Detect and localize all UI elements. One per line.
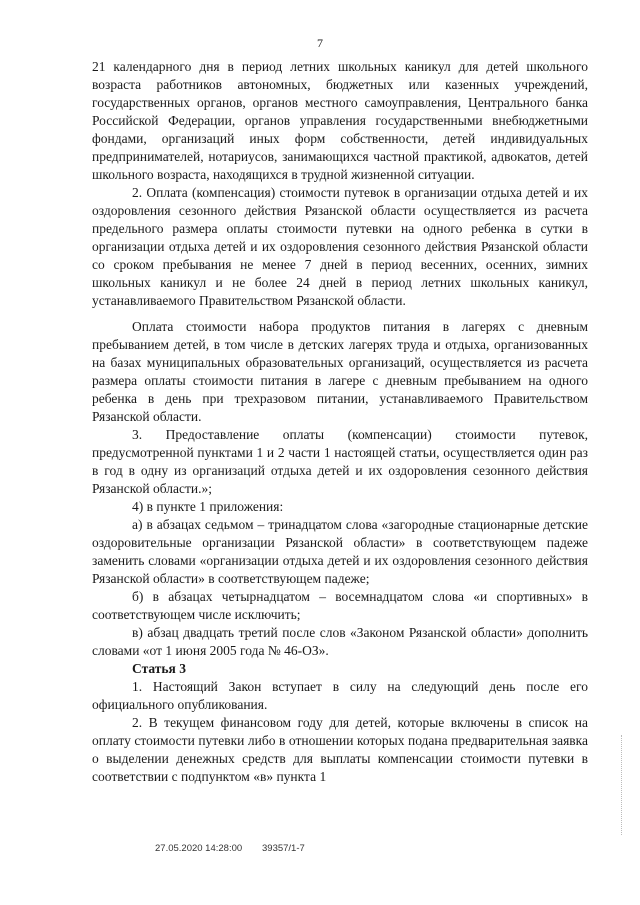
paragraph: б) в абзацах четырнадцатом – восемнадцатом слова «и спортивных» в соответствующем числе исключить; bbox=[92, 589, 588, 622]
footer-registration-number: 39357/1-7 bbox=[262, 843, 305, 854]
margin-mark bbox=[621, 735, 622, 835]
paragraph: 4) в пункте 1 приложения: bbox=[132, 499, 284, 514]
paragraph: 1. Настоящий Закон вступает в силу на следующий день после его официального опубликования. bbox=[92, 679, 588, 712]
paragraph: в) абзац двадцать третий после слов «Законом Рязанской области» дополнить словами «от 1 июня 2005 года № 46-ОЗ». bbox=[92, 625, 588, 658]
paragraph: 21 календарного дня в период летних школьных каникул для детей школьного возраста работников автономных, бюджетных или казенных учреждений, государственных органов, органов местного самоуправления, Центрального банка Российской Федерации, органов управления государственными внебюджетными фондами, организаций иных форм собственности, детей индивидуальных предпринимателей, нотариусов, занимающихся частной практикой, адвокатов, детей школьного возраста, находящихся в трудной жизненной ситуации. bbox=[92, 59, 588, 182]
paragraph: а) в абзацах седьмом – тринадцатом слова «загородные стационарные детские оздоровительные организации Рязанской области» в соответствующем падеже заменить словами «организации отдыха детей и их оздоровления сезонного действия Рязанской области» в соответствующем падеже; bbox=[92, 517, 588, 586]
paragraph: 3. Предоставление оплаты (компенсации) стоимости путевок, предусмотренной пунктами 1 и 2 части 1 настоящей статьи, осуществляется один раз в год в одну из организаций отдыха детей и их оздоровления сезонного действия Рязанской области.»; bbox=[92, 427, 588, 496]
footer-timestamp: 27.05.2020 14:28:00 bbox=[155, 843, 243, 854]
paragraph: Оплата стоимости набора продуктов питания в лагерях с дневным пребыванием детей, в том числе в детских лагерях труда и отдыха, организованных на базах муниципальных образовательных организаций, осуществляется из расчета размера оплаты стоимости питания в лагере с дневным пребыванием на одного ребенка в день при трехразовом питании, устанавливаемого Правительством Рязанской области. bbox=[92, 319, 588, 424]
paragraph: 2. Оплата (компенсация) стоимости путевок в организации отдыха детей и их оздоровления сезонного действия Рязанской области осуществляется из расчета предельного размера оплаты стоимости путевки на одного ребенка в сутки в организации отдыха детей и их оздоровления сезонного действия Рязанской области со сроком пребывания не менее 7 дней в период весенних, осенних, зимних школьных каникул и не более 24 дней в период летних школьных каникул, устанавливаемого Правительством Рязанской области. bbox=[92, 185, 588, 308]
document-body bbox=[92, 58, 588, 786]
page-number: 7 bbox=[317, 36, 323, 50]
paragraph: 2. В текущем финансовом году для детей, которые включены в список на оплату стоимости путевки либо в отношении которых подана предварительная заявка о выделении денежных средств для выплаты компенсации стоимости путевки в соответствии с подпунктом «в» пункта 1 bbox=[92, 715, 588, 784]
article-heading: Статья 3 bbox=[132, 661, 186, 676]
